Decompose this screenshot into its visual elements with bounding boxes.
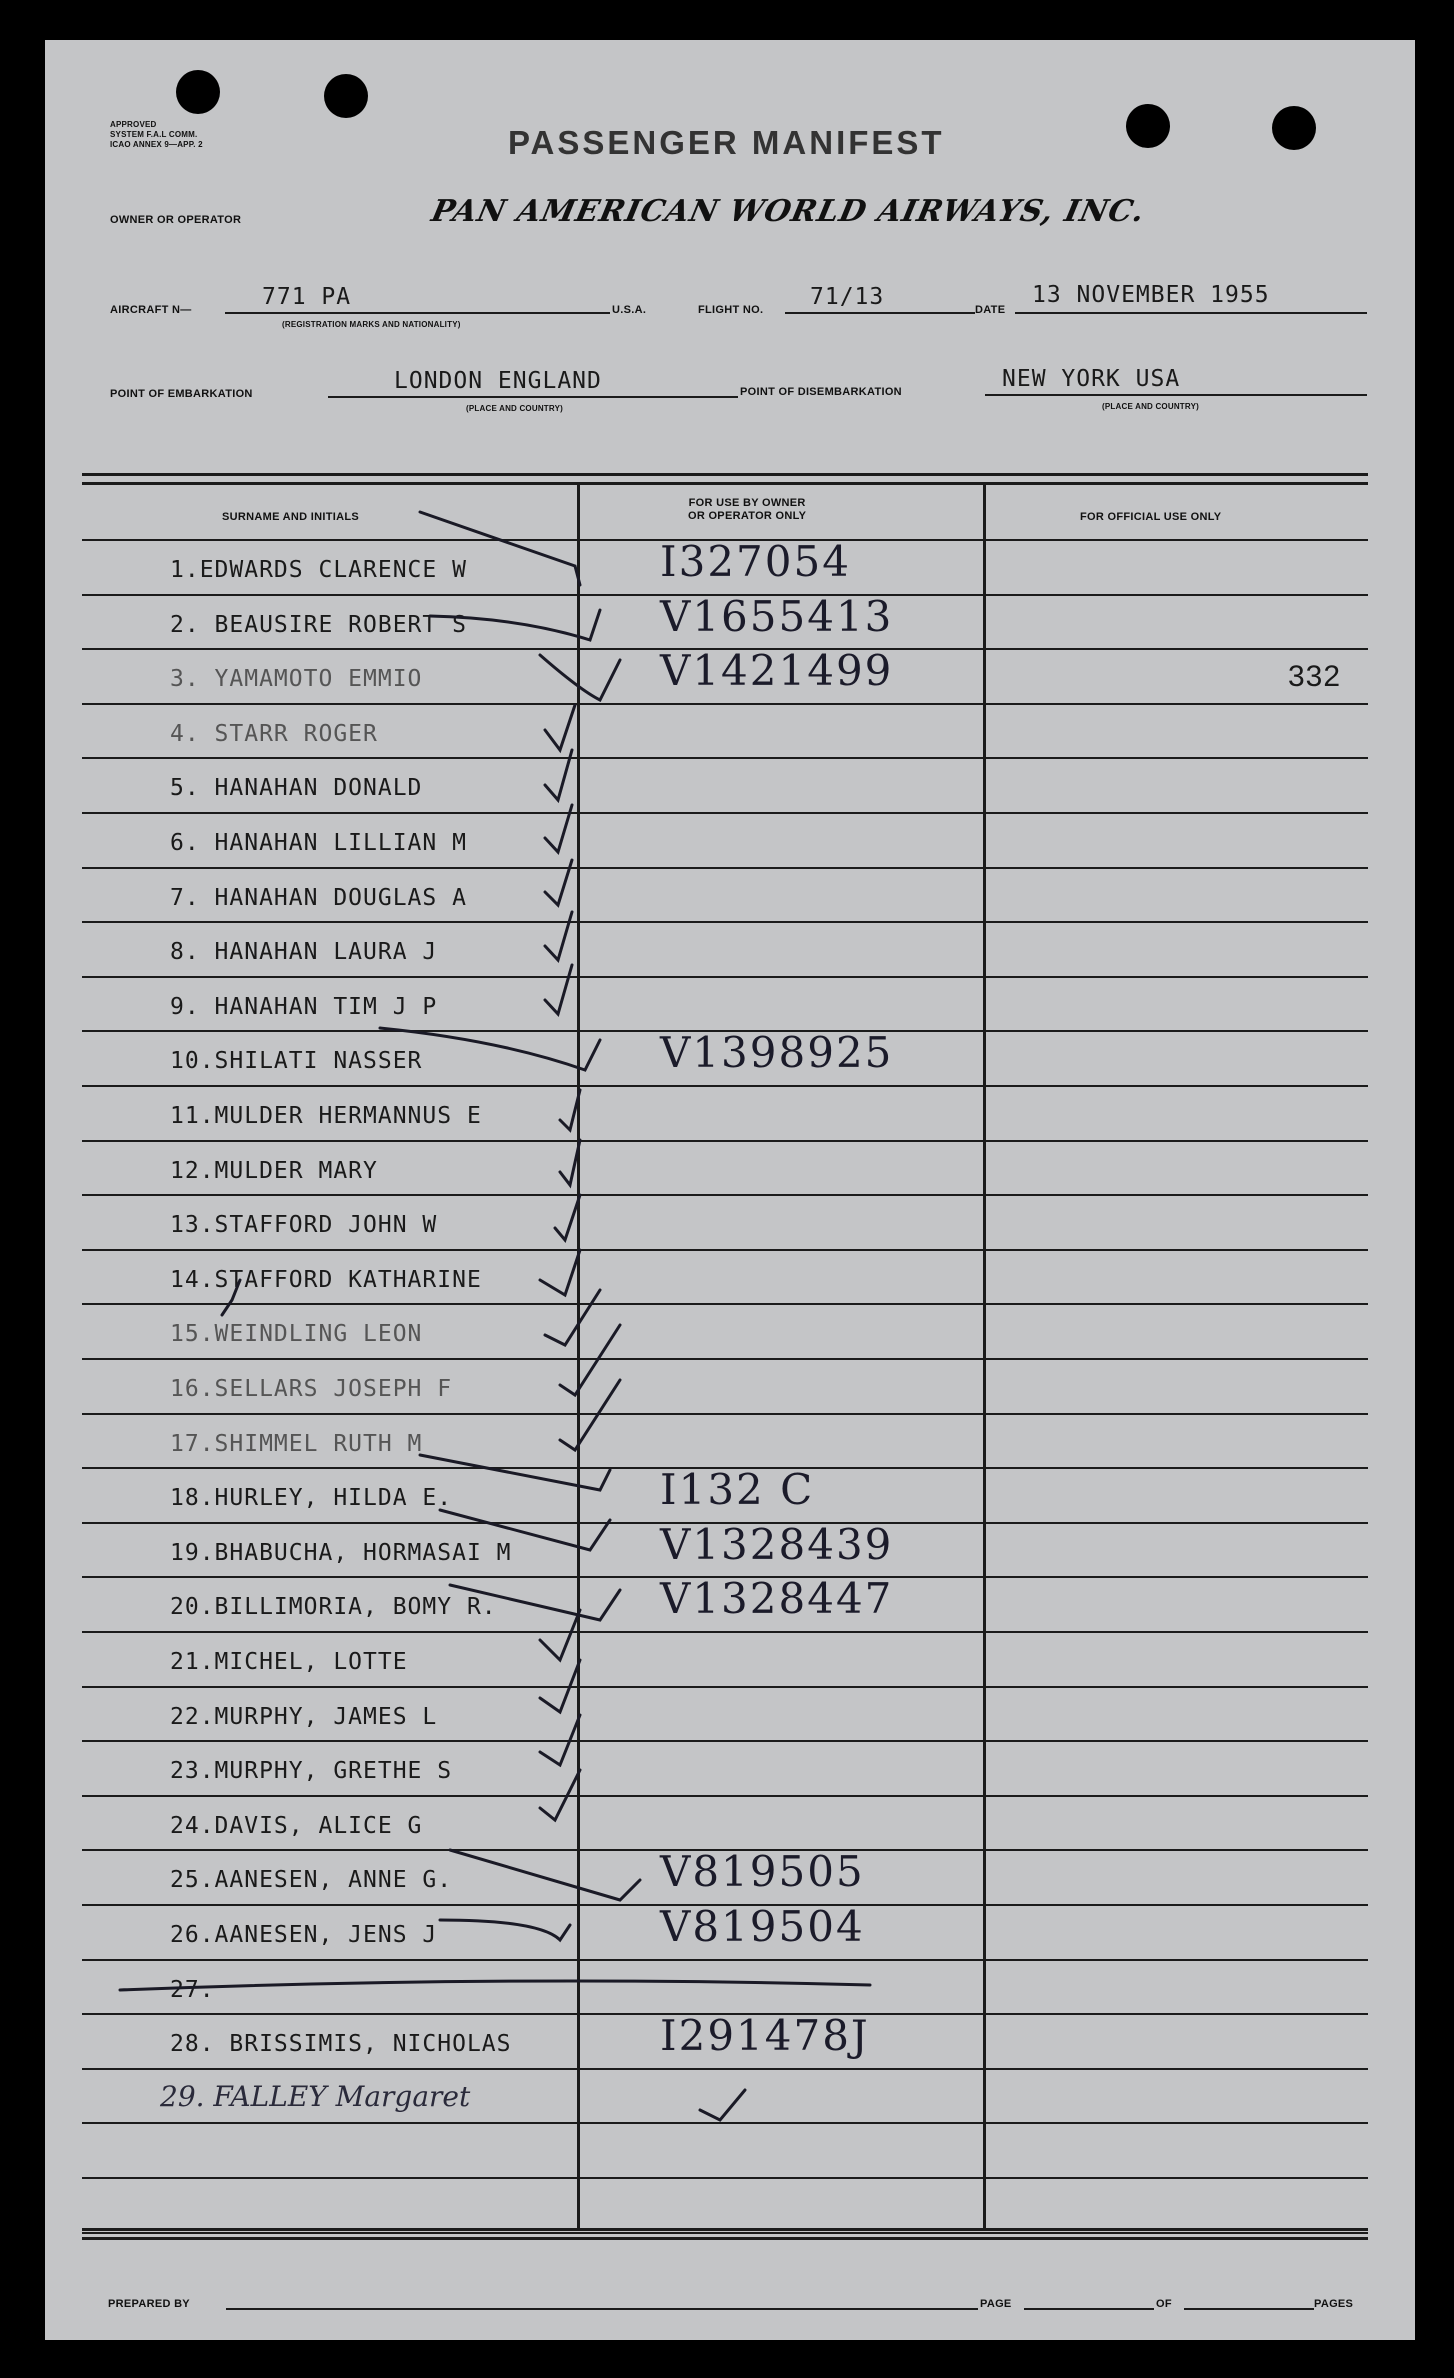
row-rule (82, 2232, 1368, 2234)
passport-number: V1421499 (660, 646, 894, 695)
disembarkation-value: NEW YORK USA (1002, 366, 1181, 392)
date-label: DATE (975, 304, 1006, 316)
owner-label: OWNER OR OPERATOR (110, 214, 242, 226)
passenger-name: 1.EDWARDS CLARENCE W (170, 557, 467, 583)
row-rule (82, 703, 1368, 705)
date-value: 13 NOVEMBER 1955 (1032, 282, 1270, 308)
passport-number: I132 C (660, 1465, 815, 1514)
passport-number: I327054 (660, 537, 851, 586)
passenger-name: 26.AANESEN, JENS J (170, 1922, 438, 1948)
passenger-name: 28. BRISSIMIS, NICHOLAS (170, 2031, 512, 2057)
passport-number: V819504 (660, 1902, 865, 1951)
row-rule (82, 1249, 1368, 1251)
official-use-value: 332 (1288, 660, 1342, 693)
passenger-name: 15.WEINDLING LEON (170, 1321, 423, 1347)
embarkation-value: LONDON ENGLAND (394, 368, 602, 394)
passenger-name: 11.MULDER HERMANNUS E (170, 1103, 482, 1129)
table-top-rule (82, 473, 1368, 476)
row-rule (82, 2068, 1368, 2070)
disembarkation-label: POINT OF DISEMBARKATION (740, 386, 902, 398)
aircraft-label: AIRCRAFT N— (110, 304, 192, 316)
passenger-name: 16.SELLARS JOSEPH F (170, 1376, 453, 1402)
passenger-name: 14.STAFFORD KATHARINE (170, 1267, 482, 1293)
table-bottom-rule (82, 2228, 1368, 2231)
punch-hole (324, 74, 368, 118)
passenger-name: 24.DAVIS, ALICE G (170, 1813, 423, 1839)
passenger-name: 25.AANESEN, ANNE G. (170, 1867, 453, 1893)
passenger-name: 12.MULDER MARY (170, 1158, 378, 1184)
date-underline (1015, 312, 1367, 314)
passport-number: V819505 (660, 1847, 865, 1896)
flight-label: FLIGHT NO. (698, 304, 764, 316)
row-rule (82, 1959, 1368, 1961)
passenger-name: 8. HANAHAN LAURA J (170, 939, 438, 965)
passenger-name: 10.SHILATI NASSER (170, 1048, 423, 1074)
passenger-name: 22.MURPHY, JAMES L (170, 1704, 438, 1730)
row-rule (82, 1303, 1368, 1305)
passenger-name: 17.SHIMMEL RUTH M (170, 1431, 423, 1457)
row-rule (82, 921, 1368, 923)
row-rule (82, 757, 1368, 759)
row-rule (82, 1686, 1368, 1688)
punch-hole (176, 70, 220, 114)
row-rule (82, 1194, 1368, 1196)
row-rule (82, 976, 1368, 978)
table-bottom-rule (82, 2237, 1368, 2240)
punch-hole (1126, 104, 1170, 148)
row-rule (82, 2177, 1368, 2179)
aircraft-value: 771 PA (262, 284, 352, 310)
row-rule (82, 1740, 1368, 1742)
embarkation-underline (328, 396, 738, 398)
registration-caption: (REGISTRATION MARKS AND NATIONALITY) (282, 320, 461, 329)
page-label: PAGE (980, 2298, 1012, 2310)
airline-name: PAN AMERICAN WORLD AIRWAYS, INC. (428, 194, 1149, 229)
row-rule (82, 867, 1368, 869)
embarkation-label: POINT OF EMBARKATION (110, 388, 253, 400)
passenger-name: 23.MURPHY, GRETHE S (170, 1758, 453, 1784)
passenger-name: 9. HANAHAN TIM J P (170, 994, 438, 1020)
passenger-name: 18.HURLEY, HILDA E. (170, 1485, 453, 1511)
row-rule (82, 2122, 1368, 2124)
row-rule (82, 1140, 1368, 1142)
passenger-name: 7. HANAHAN DOUGLAS A (170, 885, 467, 911)
passenger-name: 4. STARR ROGER (170, 721, 378, 747)
row-rule (82, 812, 1368, 814)
passport-number: V1655413 (660, 592, 894, 641)
passenger-name: 20.BILLIMORIA, BOMY R. (170, 1594, 497, 1620)
column-header-official: FOR OFFICIAL USE ONLY (1080, 511, 1222, 523)
passport-number: V1328447 (660, 1574, 894, 1623)
passport-number: I291478J (660, 2011, 870, 2060)
passenger-name: 3. YAMAMOTO EMMIO (170, 666, 423, 692)
passport-number: V1398925 (660, 1028, 894, 1077)
passenger-name: 19.BHABUCHA, HORMASAI M (170, 1540, 512, 1566)
flight-underline (785, 312, 975, 314)
pages-label: PAGES (1314, 2298, 1354, 2310)
column-header-owner-use: FOR USE BY OWNER OR OPERATOR ONLY (688, 497, 807, 522)
passenger-name: 5. HANAHAN DONALD (170, 775, 423, 801)
flight-value: 71/13 (810, 284, 885, 310)
table-top-rule (82, 482, 1368, 485)
row-rule (82, 1795, 1368, 1797)
passenger-name: 27. (170, 1977, 215, 2003)
row-rule (82, 1085, 1368, 1087)
usa-label: U.S.A. (612, 304, 647, 316)
page-title: PASSENGER MANIFEST (508, 124, 945, 161)
row-rule (82, 1413, 1368, 1415)
punch-hole (1272, 106, 1316, 150)
of-label: OF (1156, 2298, 1172, 2310)
passenger-name: 29. FALLEY Margaret (160, 2080, 471, 2113)
of-underline (1184, 2308, 1314, 2310)
aircraft-underline (225, 312, 610, 314)
prepared-by-label: PREPARED BY (108, 2298, 190, 2310)
row-rule (82, 1358, 1368, 1360)
page-underline (1024, 2308, 1154, 2310)
passenger-name: 21.MICHEL, LOTTE (170, 1649, 408, 1675)
approval-note: APPROVED SYSTEM F.A.L COMM. ICAO ANNEX 9—APP. 2 (110, 120, 203, 149)
passenger-name: 13.STAFFORD JOHN W (170, 1212, 438, 1238)
row-rule (82, 1631, 1368, 1633)
passenger-name: 2. BEAUSIRE ROBERT S (170, 612, 467, 638)
place-caption-right: (PLACE AND COUNTRY) (1102, 402, 1199, 411)
column-header-surname: SURNAME AND INITIALS (222, 511, 359, 523)
passenger-name: 6. HANAHAN LILLIAN M (170, 830, 467, 856)
passport-number: V1328439 (660, 1520, 894, 1569)
place-caption-left: (PLACE AND COUNTRY) (466, 404, 563, 413)
manifest-sheet (45, 40, 1415, 2340)
disembarkation-underline (985, 394, 1367, 396)
prepared-by-underline (226, 2308, 978, 2310)
